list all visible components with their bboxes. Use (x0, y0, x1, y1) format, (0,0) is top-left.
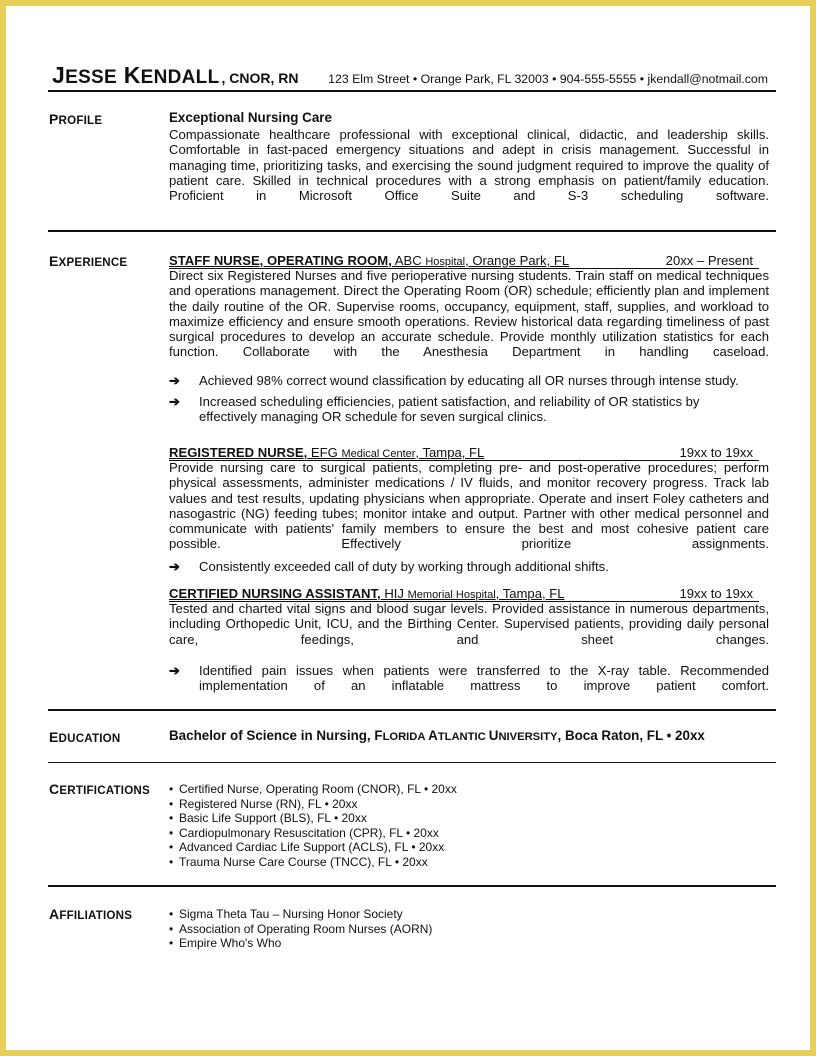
job-employer: EFG Medical Center, Tampa, FL (307, 445, 485, 460)
job-description: Tested and charted vital signs and blood sugar levels. Provided assistance in numerous departments, including Orthopedic Unit, ICU, and the Birthing Center. Supervised patients, providing daily personal care, feedings, and sheet changes. (169, 601, 769, 647)
list-item: • Certified Nurse, Operating Room (CNOR), FL • 20xx (169, 782, 769, 797)
job-title: STAFF NURSE, OPERATING ROOM, (169, 253, 392, 268)
job-dates: 19xx to 19xx (679, 586, 753, 601)
section-title-profile: PROFILE (49, 111, 103, 127)
resume-page (6, 6, 810, 1050)
affiliations-list (169, 907, 769, 951)
arrow-right-icon: ➔ (169, 663, 180, 678)
list-item: • Registered Nurse (RN), FL • 20xx (169, 797, 769, 812)
job-header (169, 586, 759, 601)
section-divider (48, 762, 776, 763)
list-item: • Advanced Cardiac Life Support (ACLS), FL • 20xx (169, 840, 769, 855)
section-title-certifications: CERTIFICATIONS (49, 781, 150, 797)
job-header (169, 253, 759, 268)
section-divider (48, 885, 776, 887)
job-employer: HIJ Memorial Hospital, Tampa, FL (380, 586, 565, 601)
job-description: Direct six Registered Nurses and five perioperative nursing students. Train staff on medical techniques and operations management. Direct the Operating Room (OR) schedule; efficiently plan and implement the daily routine of the OR. Supervise rooms, occupancy, equipment, staff, supplies, and workload to maximize efficiency and ensure smooth operations. Review historical data regarding timeliness of past surgical procedures to develop an accurate schedule. Provide monthly utilization statistics for each function. Collaborate with the Anesthesia Department in handling caseload. (169, 268, 769, 360)
section-title-experience: EXPERIENCE (49, 253, 128, 269)
job-dates: 19xx to 19xx (679, 445, 753, 460)
section-divider (48, 709, 776, 711)
candidate-name: JESSE KENDALL (52, 62, 220, 88)
achievement-item: ➔ Increased scheduling efficiencies, patient satisfaction, and reliability of OR statistics by effectively managing OR schedule for seven surgical clinics. (169, 394, 700, 425)
job-employer: ABC Hospital, Orange Park, FL (391, 253, 570, 268)
list-item: • Cardiopulmonary Resuscitation (CPR), FL • 20xx (169, 826, 769, 841)
header-divider (48, 90, 776, 92)
list-item: • Empire Who's Who (169, 936, 769, 951)
job-title: CERTIFIED NURSING ASSISTANT, (169, 586, 381, 601)
profile-summary: Compassionate healthcare professional with exceptional clinical, didactic, and leadership skills. Comfortable in fast-paced emergency situations and adept in crisis management. Successful in managing time, prioritizing tasks, and exercising the sound judgment required to improve the quality of patient care. Skilled in technical procedures with a strong emphasis on patient/family education. Proficient in Microsoft Office Suite and S-3 scheduling software. (169, 127, 769, 204)
certifications-list (169, 782, 769, 870)
list-item: • Basic Life Support (BLS), FL • 20xx (169, 811, 769, 826)
list-item: • Trauma Nurse Care Course (TNCC), FL • 20xx (169, 855, 769, 870)
achievement-item: ➔ Consistently exceeded call of duty by working through additional shifts. (169, 559, 609, 574)
arrow-right-icon: ➔ (169, 559, 180, 574)
section-divider (48, 230, 776, 232)
profile-heading: Exceptional Nursing Care (169, 110, 332, 125)
resume-header (52, 62, 772, 92)
list-item: • Sigma Theta Tau – Nursing Honor Society (169, 907, 769, 922)
arrow-right-icon: ➔ (169, 394, 180, 409)
job-header (169, 445, 759, 460)
arrow-right-icon: ➔ (169, 373, 180, 388)
section-title-affiliations: AFFILIATIONS (49, 906, 133, 922)
achievement-item: ➔ Achieved 98% correct wound classification by educating all OR nurses through intense study. (169, 373, 739, 388)
candidate-credentials: , CNOR, RN (221, 70, 299, 86)
contact-info: 123 Elm Street • Orange Park, FL 32003 • 904-555-5555 • jkendall@notmail.com (328, 72, 768, 86)
job-dates: 20xx – Present (665, 253, 753, 268)
job-title: REGISTERED NURSE, (169, 445, 308, 460)
section-title-education: EDUCATION (49, 729, 121, 745)
achievement-item: ➔ Identified pain issues when patients were transferred to the X-ray table. Recommended implementation of an inflatable mattress to improve patient comfort. (169, 663, 769, 694)
education-entry: Bachelor of Science in Nursing, FLORIDA ATLANTIC UNIVERSITY, Boca Raton, FL • 20xx (169, 728, 705, 743)
list-item: • Association of Operating Room Nurses (AORN) (169, 922, 769, 937)
job-description: Provide nursing care to surgical patients, completing pre- and post-operative procedures; perform physical assessments, administer medications / IV fluids, and monitor recovery progress. Track lab values and test results, updating physicians when appropriate. Operate and insert Foley catheters and nasogastric (NG) feeding tubes; monitor intake and output. Partner with other medical personnel and communicate with patients' family members to ensure the best and most cohesive patient care possible. Effectively prioritize assignments. (169, 460, 769, 552)
